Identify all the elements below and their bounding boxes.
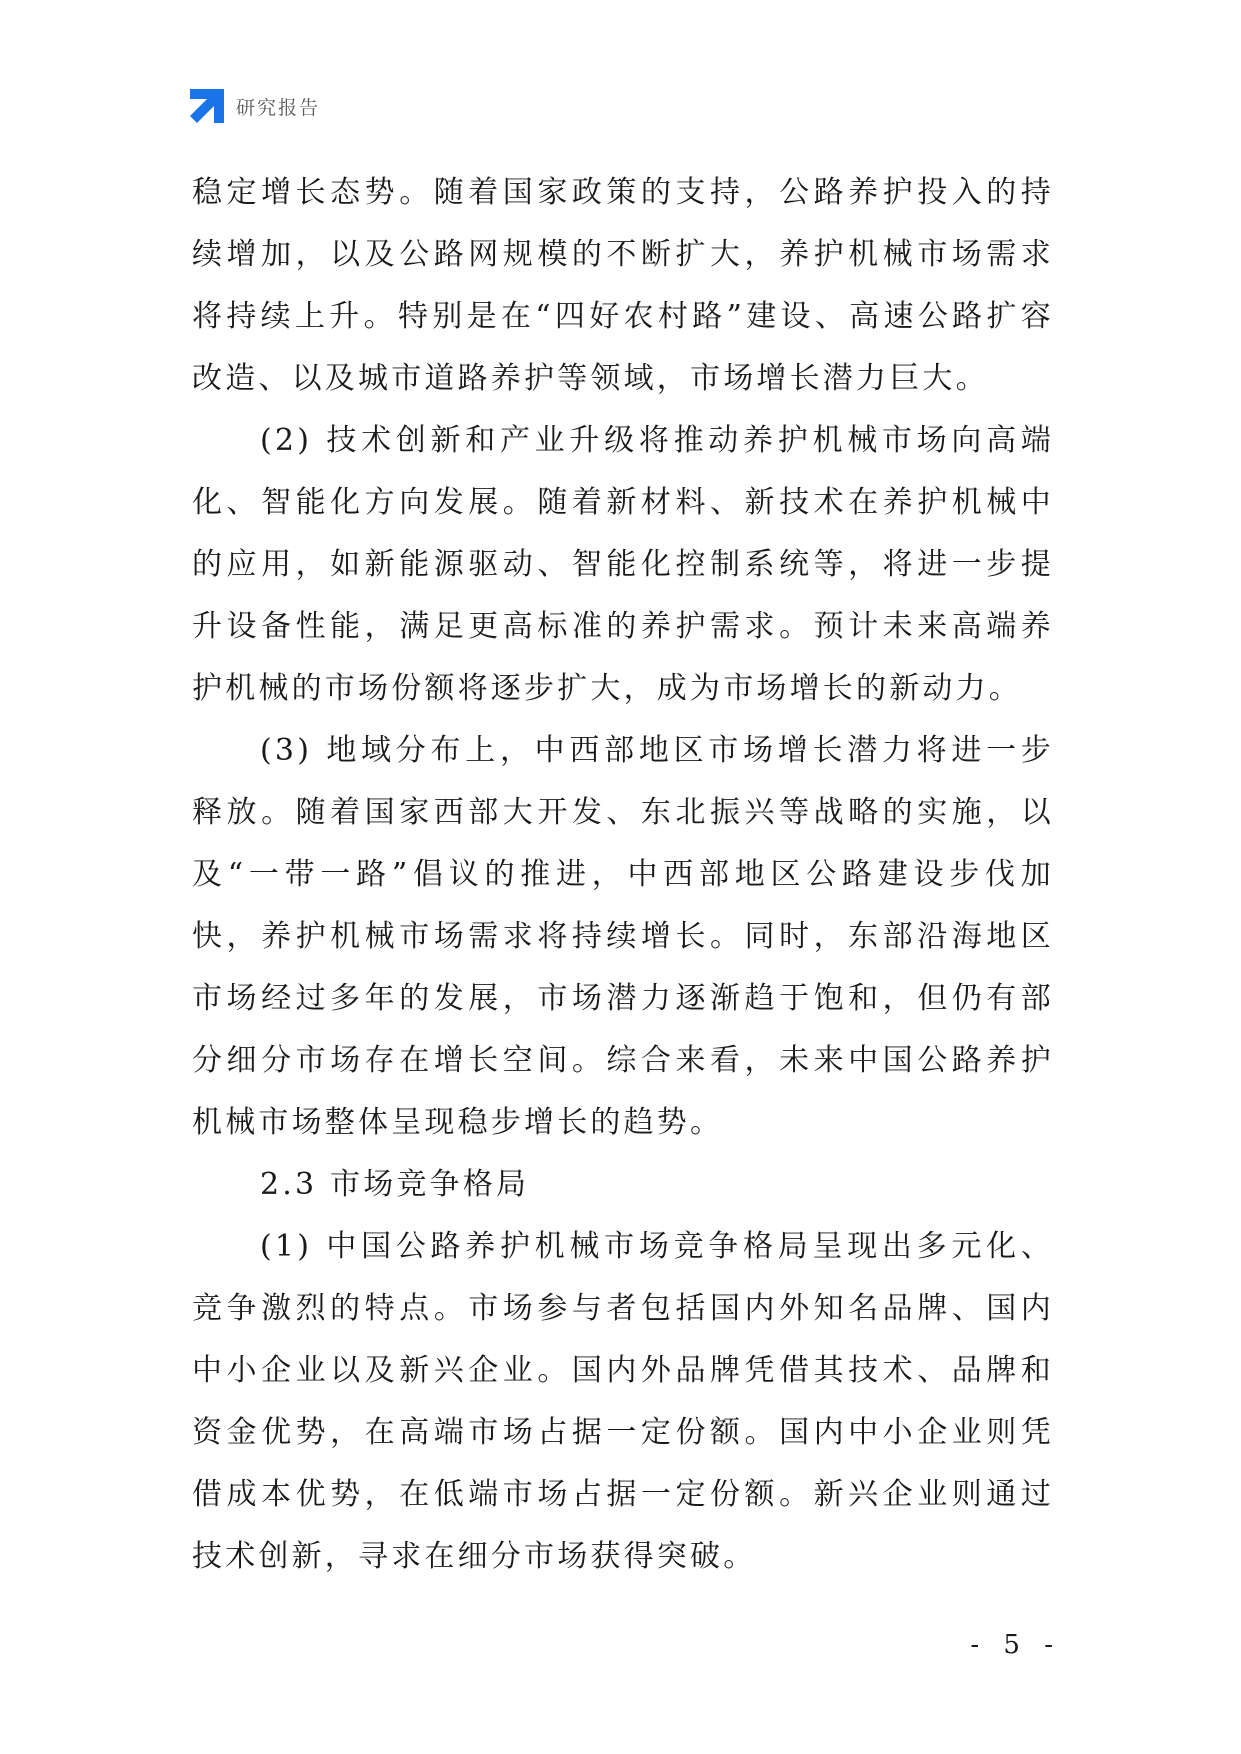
paragraph-continuation: 稳定增长态势。随着国家政策的支持，公路养护投入的持续增加，以及公路网规模的不断扩大，养护机械市场需求将持续上升。特别是在“四好农村路”建设、高速公路扩容改造、以及城市道路养护等领域，市场增长潜力巨大。 xyxy=(192,175,1054,396)
section-heading: 2.3 市场竞争格局 xyxy=(260,1167,530,1202)
page-number: - 5 - xyxy=(970,1630,1061,1660)
arrow-up-right-icon xyxy=(190,89,224,123)
page-header xyxy=(190,88,320,124)
header-title: 研究报告 xyxy=(236,96,321,119)
paragraph-point-3: (3) 地域分布上，中西部地区市场增长潜力将进一步释放。随着国家西部大开发、东北振兴等战略的实施，以及“一带一路”倡议的推进，中西部地区公路建设步伐加快，养护机械市场需求将持续增长。同时，东部沿海地区市场经过多年的发展，市场潜力逐渐趋于饱和，但仍有部分细分市场存在增长空间。综合来看，未来中国公路养护机械市场整体呈现稳步增长的趋势。 xyxy=(192,733,1054,1140)
paragraph-point-2: (2) 技术创新和产业升级将推动养护机械市场向高端化、智能化方向发展。随着新材料、新技术在养护机械中的应用，如新能源驱动、智能化控制系统等，将进一步提升设备性能，满足更高标准的养护需求。预计未来高端养护机械的市场份额将逐步扩大，成为市场增长的新动力。 xyxy=(192,423,1054,706)
paragraph-point-1: (1) 中国公路养护机械市场竞争格局呈现出多元化、竞争激烈的特点。市场参与者包括国内外知名品牌、国内中小企业以及新兴企业。国内外品牌凭借其技术、品牌和资金优势，在高端市场占据一定份额。国内中小企业则凭借成本优势，在低端市场占据一定份额。新兴企业则通过技术创新，寻求在细分市场获得突破。 xyxy=(192,1229,1054,1574)
document-body xyxy=(192,162,1054,1588)
